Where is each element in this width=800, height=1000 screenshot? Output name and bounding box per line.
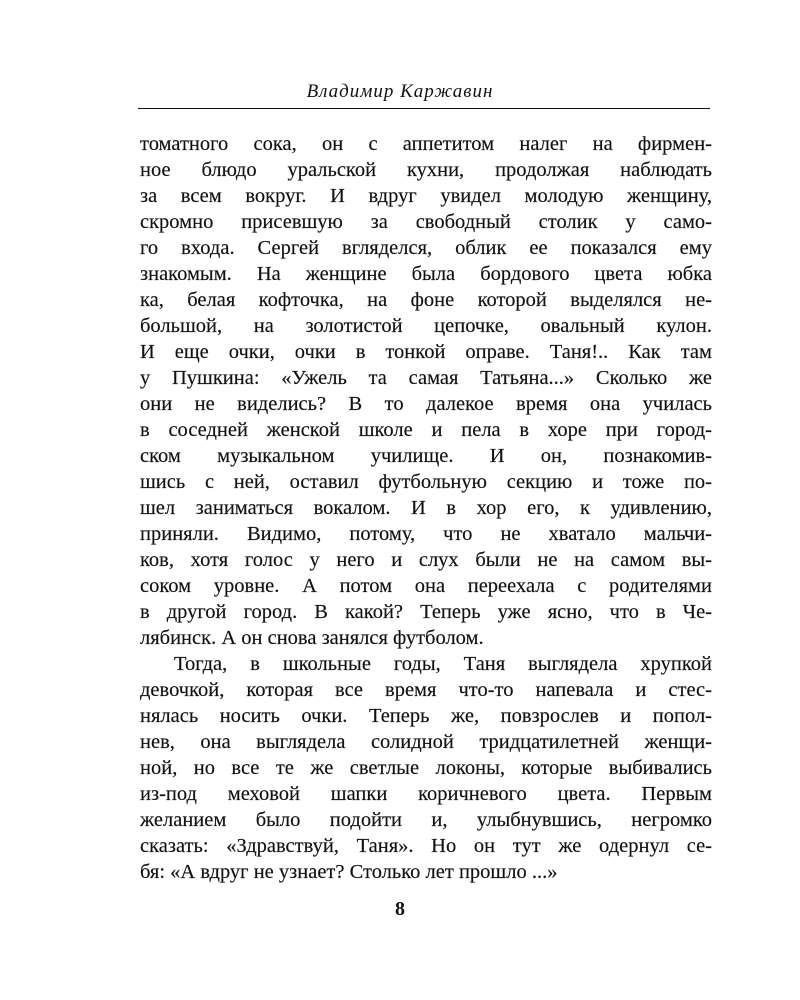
text-line: за всем вокруг. И вдруг увидел молодую женщину,: [140, 185, 712, 207]
text-line: томатного сока, он с аппетитом налег на фирмен-: [140, 133, 712, 155]
paragraph-end-line: бя: «А вдруг не узнает? Столько лет прошло ...»: [140, 861, 558, 883]
running-header-author: Владимир Каржавин: [306, 81, 494, 102]
text-line: шись с ней, оставил футбольную секцию и тоже по-: [140, 471, 712, 493]
text-line: в соседней женской школе и пела в хоре при город-: [140, 419, 712, 441]
text-line: соком уровне. А потом она переехала с родителями: [140, 575, 712, 597]
text-line: ка, белая кофточка, на фоне которой выделялся не-: [140, 289, 712, 311]
text-line: из-под меховой шапки коричневого цвета. Первым: [140, 783, 712, 805]
text-line: желанием было подойти и, улыбнувшись, негромко: [140, 809, 712, 831]
text-line: ском музыкальном училище. И он, познакомив-: [140, 445, 712, 467]
header-divider: [138, 108, 710, 109]
text-line: нялась носить очки. Теперь же, повзрослев и попол-: [140, 705, 712, 727]
text-line: большой, на золотистой цепочке, овальный кулон.: [140, 315, 712, 337]
text-line: ной, но все те же светлые локоны, которые выбивались: [140, 757, 712, 779]
paragraph-end-line: лябинск. А он снова занялся футболом.: [140, 627, 484, 649]
page-number: 8: [395, 898, 405, 920]
text-line: нев, она выглядела солидной тридцатилетней женщи-: [140, 731, 712, 753]
text-line: И еще очки, очки в тонкой оправе. Таня!.. Как там: [140, 341, 712, 363]
text-line: скромно присевшую за свободный столик у само-: [140, 211, 712, 233]
text-line: го входа. Сергей вгляделся, облик ее показался ему: [140, 237, 712, 259]
text-line: шел заниматься вокалом. И в хор его, к удивлению,: [140, 497, 712, 519]
body-text: [140, 131, 712, 885]
text-line: в другой город. В какой? Теперь уже ясно, что в Че-: [140, 601, 712, 623]
text-line: ков, хотя голос у него и слух были не на самом вы-: [140, 549, 712, 571]
text-line: у Пушкина: «Ужель та самая Татьяна...» Сколько же: [140, 367, 712, 389]
text-line: ное блюдо уральской кухни, продолжая наблюдать: [140, 159, 712, 181]
text-line: знакомым. На женщине была бордового цвета юбка: [140, 263, 712, 285]
text-line: сказать: «Здравствуй, Таня». Но он тут же одернул се-: [140, 835, 712, 857]
text-line: они не виделись? В то далекое время она училась: [140, 393, 712, 415]
text-line: девочкой, которая все время что-то напевала и стес-: [140, 679, 712, 701]
text-line: приняли. Видимо, потому, что не хватало мальчи-: [140, 523, 712, 545]
paragraph-start-line: Тогда, в школьные годы, Таня выглядела хрупкой: [174, 653, 712, 675]
